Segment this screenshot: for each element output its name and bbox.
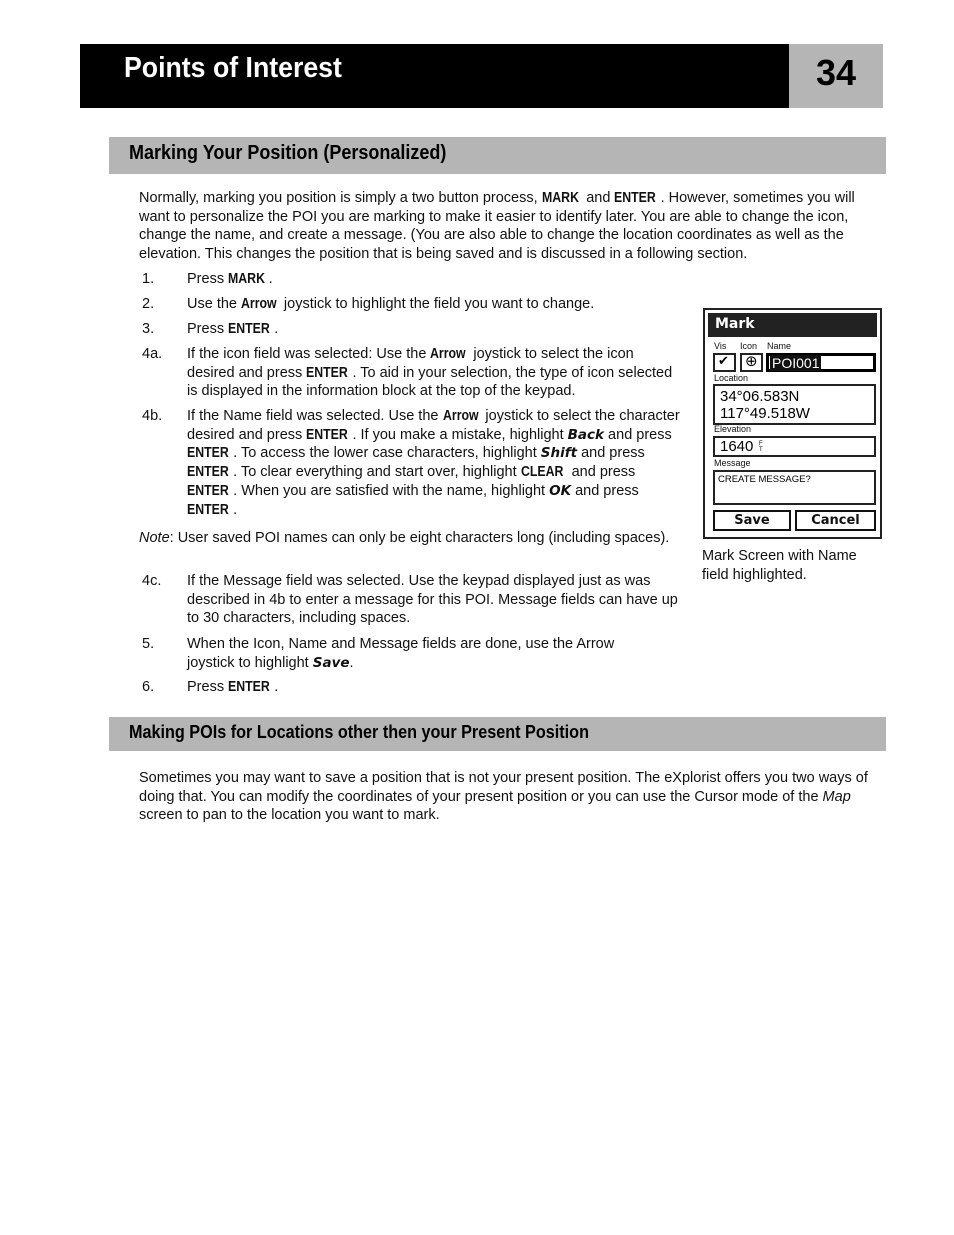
page-number: 34 [815,52,857,93]
elevation-field [713,436,876,457]
elevation-value: 1640 [720,438,754,455]
icon-label: Icon [740,341,758,351]
section-title: Marking Your Position (Personalized) [129,142,447,164]
mark-screen-titlebar [708,313,877,337]
chapter-title: Points of Interest [124,52,342,84]
name-label: Name [767,341,792,351]
name-field [766,353,876,372]
page-number-box [789,44,883,108]
cancel-button: Cancel [795,510,876,531]
message-label: Message [714,458,751,468]
intro-paragraph: Normally, marking you position is simply a two button process, MARK and ENTER . However, sometimes you will want to personalize the POI you are marking to make it easier to identify later. You are able to change the icon, change the name, and create a message. (You are also able to change the location coordinates as well as the elevation. This changes the position that is being saved and is discussed in a following section. [139,190,855,263]
section-title-2: Making POIs for Locations other then your Present Position [129,722,589,742]
note-paragraph: Note: User saved POI names can only be eight characters long (including spaces). [139,530,670,546]
figure-caption: Mark Screen with Name field highlighted. [702,548,857,583]
name-value: POI001 [772,355,820,371]
section-heading-bar-2 [109,717,886,751]
chapter-header [80,44,789,108]
poi-icon-field [740,353,763,372]
save-button: Save [713,510,791,531]
section-heading-bar [109,137,886,174]
crosshair-icon: ⊕ [745,352,758,370]
check-icon: ✔ [718,354,729,369]
longitude-value: 117°49.518W [720,405,810,422]
elevation-label: Elevation [714,424,752,434]
elevation-unit: FT [759,441,763,453]
vis-label: Vis [714,341,727,351]
mark-screen-title: Mark [715,316,755,332]
location-field [713,384,876,425]
section2-paragraph: Sometimes you may want to save a position that is not your present position. The eXplorist offers you two ways of doing that. You can modify the coordinates of your present position or you can use the Cursor mode of the Map screen to pan to the location you want to mark. [139,770,868,824]
vis-checkbox [713,353,736,372]
mark-screen-image [703,308,882,539]
message-field [713,470,876,505]
latitude-value: 34°06.583N [720,388,800,405]
message-value: CREATE MESSAGE? [718,474,811,485]
location-label: Location [714,373,749,383]
